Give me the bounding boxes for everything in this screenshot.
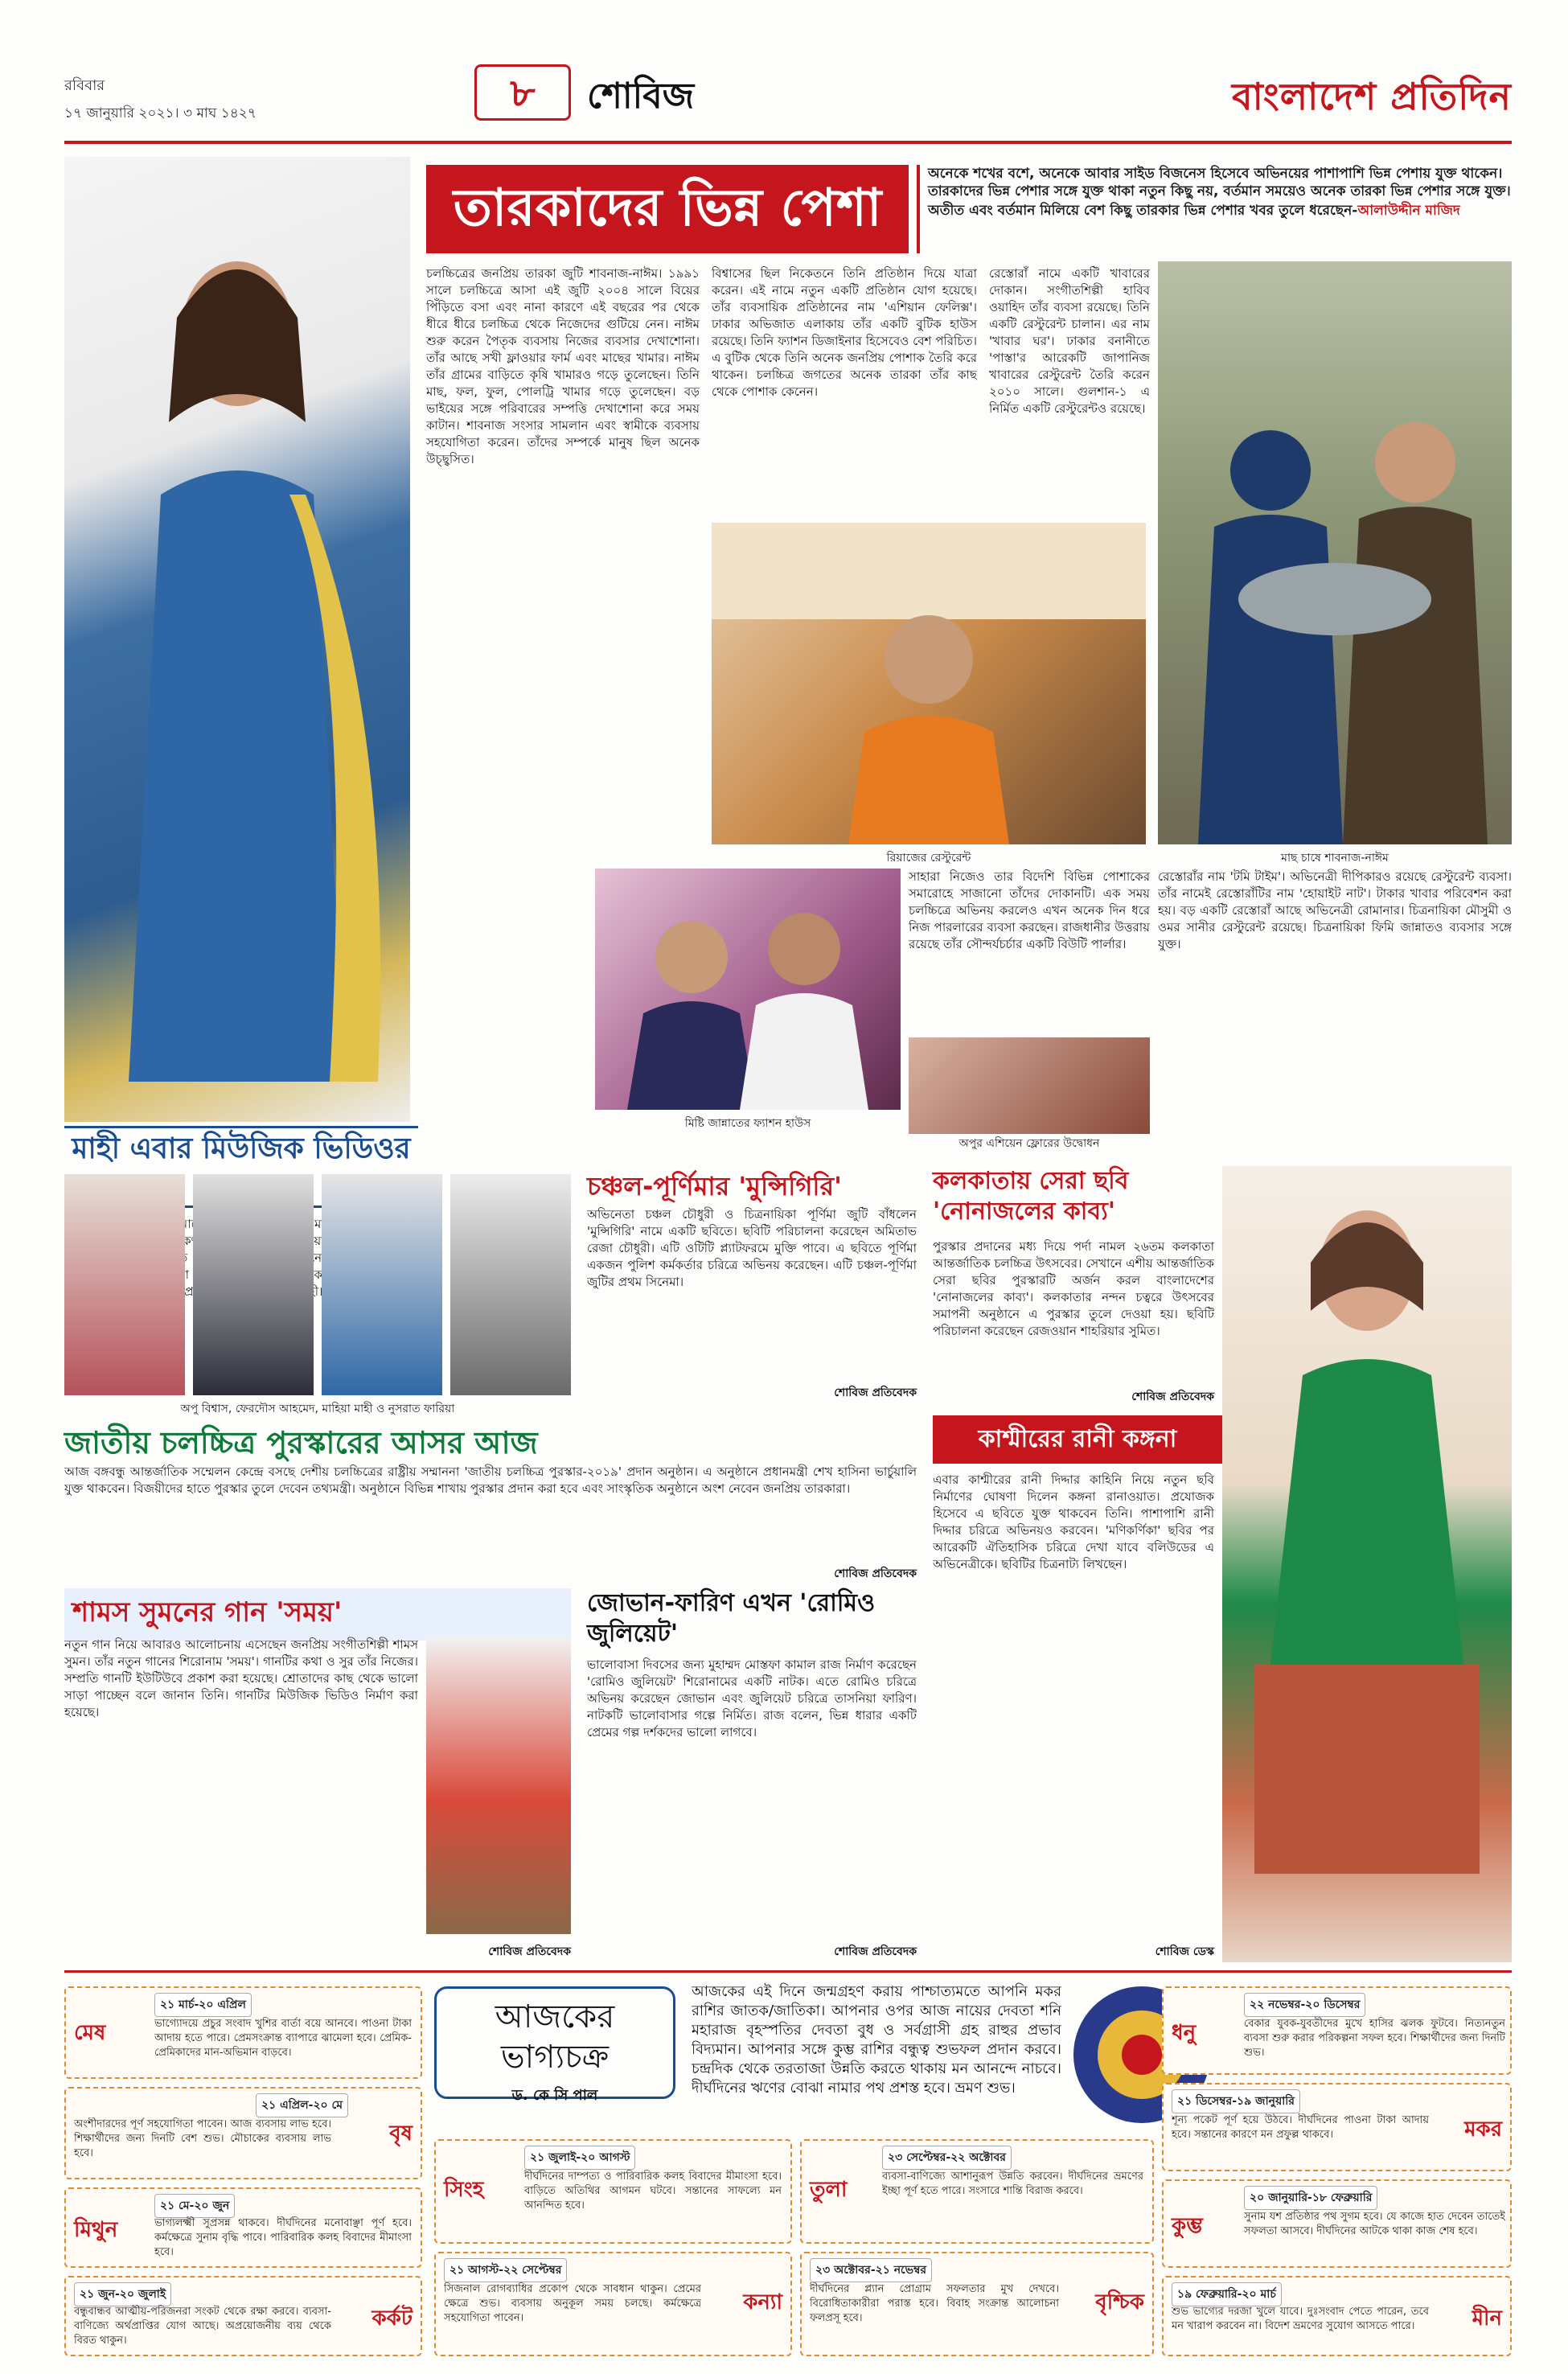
horoscope-rule [64, 1970, 1512, 1973]
horoscope-sign-meen [1162, 2276, 1512, 2356]
award-body: আজ বঙ্গবন্ধু আন্তর্জাতিক সম্মেলন কেন্দ্রে বসছে দেশীয় চলচ্চিত্রের রাষ্ট্রীয় সম্মাননা 'জাতীয় চলচ্চিত্র পুরস্কার-২০১৯' প্রদান অনুষ্ঠান। এ অনুষ্ঠানে প্রধানমন্ত্রী শেখ হাসিনা ভার্চুয়ালি যুক্ত থাকবেন। বিজয়ীদের হাতে পুরস্কার তুলে দেবেন তথ্যমন্ত্রী। অনুষ্ঠানে বিভিন্ন শাখায় পুরস্কার প্রদান করা হবে এবং সাংস্কৃতিক অনুষ্ঠানে অংশ নেবেন জনপ্রিয় তারকারা। [64, 1464, 917, 1496]
horoscope-sign-brishchik [800, 2252, 1154, 2356]
model-figure-graphic [64, 157, 410, 1122]
horoscope-title-box [434, 1986, 675, 2104]
sign-text: সিজনাল রোগব্যাধির প্রকোপ থেকে সাবধান থাকুন। প্রেমের ক্ষেত্রে শুভ। ব্যবসায় অনুকূল সময় চলছে। কর্মক্ষেত্রে সহযোগিতা পাবেন। [444, 2283, 701, 2324]
main-col-5: রেস্তোরাঁর নাম 'টমি টাইম'। অভিনেত্রী দীপিকারও রয়েছে রেস্টুরেন্ট ব্যবসা। তাঁর নামেই রেস্তোরাঁটির নাম 'হোয়াইট নাট'। টাকার খাবার পরিবেশন করা হয়। বড় একটি রেস্তোরাঁ আছে অভিনেত্রী রোমানার। চিত্রনায়িকা মৌসুমী ও ওমর সানীর রেস্টুরেন্ট রয়েছে। চিত্রনায়িকা ফিমি জান্নাতও ব্যবসার সঙ্গে যুক্ত। [1158, 869, 1512, 951]
horoscope-sign-tula [800, 2139, 1154, 2244]
main-col-4: সাহারা নিজেও তার বিদেশি বিভিন্ন পোশাকের সমারোহে সাজানো তাঁদের দোকানটি। এক সময় চলচ্চিত্রে অভিনয় করলেও এখন অনেক দিন ধরে নিজ পারলারের ব্যবসা করছেন। রাজধানীর উত্তরায় রয়েছে তাঁর সৌন্দর্যচর্চার একটি বিউটি পার্লার। [909, 869, 1150, 951]
sign-name: মেষ [74, 2021, 106, 2045]
main-byline: আলাউদ্দীন মাজিদ [1357, 203, 1460, 219]
main-title: তারকাদের ভিন্ন পেশা [426, 165, 909, 253]
sign-name: মীন [1472, 2306, 1502, 2331]
kangana-title: কাশ্মীরের রানী কঙ্গনা [933, 1415, 1222, 1464]
portrait-4 [450, 1174, 571, 1395]
sign-name: মকর [1464, 2117, 1502, 2142]
main-intro: অনেকে শখের বশে, অনেকে আবার সাইড বিজনেস হিসেবে অভিনয়ের পাশাপাশি ভিন্ন পেশায় যুক্ত থাকেন। তারকাদের ভিন্ন পেশার সঙ্গে যুক্ত থাকা নতুন কিছু নয়, বর্তমান সময়েও অনেক তারকা ভিন্ন পেশার সঙ্গে যুক্ত। অতীত এবং বর্তমান মিলিয়ে বেশ কিছু তারকার ভিন্ন পেশার খবর তুলে ধরেছেন- [928, 166, 1511, 219]
mahi-photo [64, 157, 410, 1122]
main-col-3: রেস্তোরাঁ নামে একটি খাবারের দোকান। সংগীতশিল্পী হাবিব ওয়াহিদ তাঁর ব্যবসা রয়েছে। তিনি একটি রেস্টুরেন্ট চালান। এর নাম 'খাবার ঘর'। ঢাকার বনানীতে 'পাস্তা'র আরেকটি জাপানিজ খাবারের রেস্টুরেন্ট তৈরি করেন ২০১০ সালে। গুলশান-১ এ নির্মিত একটি রেস্টুরেন্টও রয়েছে। [989, 266, 1150, 416]
sign-name: মিথুন [74, 2218, 118, 2242]
sign-date: ২১ এপ্রিল-২০ মে [256, 2093, 348, 2117]
main-col-1: চলচ্চিত্রের জনপ্রিয় তারকা জুটি শাবনাজ-নাঈম। ১৯৯১ সালে চলচ্চিত্রে আসা এই জুটি ২০০৪ সালে বিয়ের পিঁড়িতে বসা এবং নানা কারণে এই বছরের পর থেকে ধীরে ধীরে চলচ্চিত্র থেকে নিজেদের গুটিয়ে নেন। নাঈম শুরু করেন পৈতৃক ব্যবসায় নিজের ব্যবসার দেখাশোনা। তাঁর আছে সখী ফ্লাওয়ার ফার্ম এবং মাছের খামার। নাঈম তাঁর গ্রামের বাড়িতে কৃষি খামারও গড়ে তুলেছেন। তিনি মাছ, ফল, ফুল, পোলট্রি খামার গড়ে তুলেছেন। বড় ভাইয়ের সঙ্গে পরিবারের সম্পত্তি দেখাশোনা করে সময় কাটান। শাবনাজ সংসার সামলান এবং স্বামীকে ব্যবসায় সহযোগিতা করেন। তাঁদের সম্পর্কে মানুষ ছিল অনেক উচ্ছ্বসিত। [426, 266, 700, 466]
page-header [64, 64, 1512, 137]
horoscope-intro: আজকের এই দিনে জন্মগ্রহণ করায় পাশ্চাত্যমতে আপনি মকর রাশির জাতক/জাতিকা। আপনার ওপর আজ নায়ের দেবতা শনি মহারাজ বৃহস্পতির দেবতা বুধ ও সর্বগ্রাসী গ্রহ রাহুর প্রভাব বিদ্যমান। আপনার সঙ্গে কুম্ভ রাশির বন্ধুত্ব শুভফল প্রদান করবে। চন্দ্রদিক থেকে তরতাজা উন্নতি করতে থাকায় মন আনন্দে নাচবে। দীর্ঘদিনের ঋণের বোঝা নামার পথ প্রশস্ত হবে। ভ্রমণ শুভ। [692, 1983, 1061, 2097]
fish-farm-photo [1158, 261, 1512, 844]
restaurant-graphic [712, 523, 1146, 844]
sign-text: শুভ ভাগ্যের দরজা খুলে যাবে। দুঃসংবাদ পেতে পারেন, তবে মন খারাপ করবেন না। বিদেশ ভ্রমণের সুযোগ আসতে পারে। [1172, 2306, 1429, 2332]
award-byline: শোবিজ প্রতিবেদক [834, 1567, 917, 1580]
sign-name: ধনু [1172, 2021, 1197, 2045]
header-date: ১৭ জানুয়ারি ২০২১। ৩ মাঘ ১৪২৭ [64, 105, 257, 121]
horoscope-sign-mithun [64, 2187, 422, 2268]
horoscope-sign-kumbha [1162, 2179, 1512, 2268]
sign-date: ২২ নভেম্বর-২০ ডিসেম্বর [1244, 1993, 1365, 2017]
sign-date: ২১ মার্চ-২০ এপ্রিল [154, 1993, 252, 2017]
sign-name: বৃষ [389, 2121, 413, 2146]
sign-name: কন্যা [743, 2290, 782, 2314]
portrait-1 [64, 1174, 185, 1395]
sign-text: বেকার যুবক-যুবতীদের মুখে হাসির ঝলক ফুটবে। নিত্যনতুন ব্যবসা শুরু করার পরিকল্পনা সফল হবে। শিক্ষার্থীদের জন্য দিনটি শুভ। [1244, 2018, 1505, 2059]
sign-date: ২১ জুলাই-২০ আগস্ট [524, 2146, 635, 2170]
sign-date: ২১ মে-২০ জুন [154, 2194, 235, 2218]
munshigiri-title: চঞ্চল-পূর্ণিমার 'মুন্সিগিরি' [587, 1171, 842, 1201]
sign-name: কর্কট [371, 2306, 413, 2331]
shamsumon-photo [426, 1637, 571, 1934]
munshigiri-byline: শোবিজ প্রতিবেদক [834, 1386, 917, 1399]
sign-text: ব্যবসা-বাণিজ্যে আশানুরূপ উন্নতি করবেন। দীর্ঘদিনের ভ্রমণের ইচ্ছা পূর্ণ হতে পারে। সংসারে শান্তি বিরাজ করবে। [882, 2171, 1143, 2197]
portrait-3 [322, 1174, 442, 1395]
portrait-2 [193, 1174, 314, 1395]
sign-name: কুম্ভ [1172, 2214, 1203, 2238]
sign-text: সুনাম যশ প্রতিষ্ঠার পথ সুগম হবে। যে কাজে হাত দেবেন তাতেই সফলতা আসবে। দীর্ঘদিনের আটকে থাকা কাজ শেষ হবে। [1244, 2211, 1505, 2237]
sign-text: দীর্ঘদিনের প্ল্যান প্রোগ্রাম সফলতার মুখ দেখবে। বিরোধিতাকারীরা পরাস্ত হবে। বিবাহ সংক্রান্ত আলোচনা ফলপ্রসূ হবে। [810, 2283, 1059, 2324]
sign-text: ভাগ্যোদয়ে প্রচুর সংবাদ খুশির বার্তা বয়ে আনবে। পাওনা টাকা আদায় হতে পারে। প্রেমসংক্রান্ত ব্যাপারে ঝামেলা হবে। প্রেমিক-প্রেমিকাদের মান-অভিমান বাড়বে। [154, 2018, 412, 2059]
sign-date: ২১ জুন-২০ জুলাই [74, 2282, 171, 2306]
kangana-figure-graphic [1222, 1166, 1512, 1962]
floor-inauguration-photo [909, 1037, 1150, 1134]
romeo-byline: শোবিজ প্রতিবেদক [834, 1945, 917, 1958]
romeo-body: ভালোবাসা দিবসের জন্য মুহাম্মদ মোস্তফা কামাল রাজ নির্মাণ করেছেন 'রোমিও জুলিয়েট' শিরোনামের একটি নাটক। এতে রোমিও চরিত্রে অভিনয় করেছেন জোভান এবং জুলিয়েট চরিত্রে তাসনিয়া ফারিণ। নাটকটি ভালোবাসার গল্পে নির্মিত। রাজ বলেন, ভিন্ন ধারার একটি প্রেমের গল্প দর্শকদের ভালো লাগবে। [587, 1657, 917, 1739]
sign-text: বন্ধুবান্ধব আত্মীয়-পরিজনরা সংকট থেকে রক্ষা করবে। ব্যবসা-বাণিজ্যে অর্থপ্রাপ্তির যোগ আছে। অপ্রয়োজনীয় ব্যয় থেকে বিরত থাকুন। [74, 2306, 331, 2347]
newspaper-logo: বাংলাদেশ প্রতিদিন [1231, 75, 1512, 118]
horoscope-sign-brisha [64, 2087, 422, 2179]
sign-date: ১৯ ফেব্রুয়ারি-২০ মার্চ [1172, 2282, 1282, 2306]
shamsumon-byline: শোবিজ প্রতিবেদক [488, 1945, 571, 1958]
kolkata-byline: শোবিজ প্রতিবেদক [1131, 1390, 1214, 1403]
kolkata-body: পুরস্কার প্রদানের মধ্য দিয়ে পর্দা নামল ২৬তম কলকাতা আন্তর্জাতিক চলচ্চিত্র উৎসবের। সেখানে এশীয় আন্তর্জাতিক সেরা ছবির পুরস্কারটি অর্জন করল বাংলাদেশের 'নোনাজলের কাব্য'। কলকাতার নন্দন চত্বরে উৎসবের সমাপনী অনুষ্ঠানে এ পুরস্কার তুলে দেওয়া হয়। ছবিটি পরিচালনা করেছেন রেজওয়ান শাহরিয়ার সুমিত। [933, 1239, 1214, 1338]
kangana-byline: শোবিজ ডেস্ক [1155, 1945, 1214, 1958]
romeo-title: জোভান-ফারিণ এখন 'রোমিও জুলিয়েট' [587, 1589, 876, 1648]
fashion-photo-caption: মিষ্টি জান্নাতের ফ্যাশন হাউস [684, 1117, 811, 1130]
sign-name: তুলা [810, 2178, 848, 2202]
horoscope-title: আজকের ভাগ্যচক্র [495, 1998, 615, 2076]
munshigiri-body: অভিনেতা চঞ্চল চৌধুরী ও চিত্রনায়িকা পূর্ণিমা জুটি বাঁধলেন 'মুন্সিগিরি' নামে একটি ছবিতে। ছবিটি পরিচালনা করেছেন অমিতাভ রেজা চৌধুরী। এটি ওটিটি প্ল্যাটফরমে মুক্তি পাবে। এ ছবিতে পূর্ণিমা একজন পুলিশ কর্মকর্তার চরিত্রে অভিনয় করেছেন। এটি চঞ্চল-পূর্ণিমা জুটির প্রথম সিনেমা। [587, 1207, 917, 1289]
page-number: ৮ [474, 64, 571, 121]
mahi-title: মাহী এবার মিউজিক ভিডিওর [64, 1126, 418, 1208]
fashion-house-graphic [595, 869, 901, 1110]
section-title: শোবিজ [587, 76, 695, 117]
sign-date: ২০ জানুয়ারি-১৮ ফেব্রুয়ারি [1244, 2186, 1377, 2210]
horoscope-sign-singha [434, 2139, 792, 2244]
sign-name: বৃশ্চিক [1095, 2290, 1144, 2314]
horoscope-sign-mesh [64, 1986, 422, 2079]
horoscope-sign-kanya [434, 2252, 792, 2356]
horoscope-author: ড. কে সি পাল [511, 2087, 598, 2104]
riaz-restaurant-photo [712, 523, 1146, 844]
shamsumon-body: নতুন গান নিয়ে আবারও আলোচনায় এসেছেন জনপ্রিয় সংগীতশিল্পী শামস সুমন। তাঁর নতুন গানের শিরোনাম 'সময়'। গানটির কথা ও সুর তাঁর নিজের। সম্প্রতি গানটি ইউটিউবে প্রকাশ করা হয়েছে। শ্রোতাদের কাছ থেকে ভালো সাড়া পাচ্ছেন বলে জানান তিনি। গানটির মিউজিক ভিডিও নির্মাণ করা হয়েছে। [64, 1637, 418, 1719]
horoscope-sign-makar [1162, 2083, 1512, 2171]
fish-photo-caption: মাছ চাষে শাবনাজ-নাঈম [1281, 852, 1389, 865]
header-day: রবিবার [64, 77, 105, 94]
horoscope-sign-karkat [64, 2276, 422, 2356]
main-intro-box [917, 165, 1512, 253]
sign-name: সিংহ [444, 2178, 484, 2202]
award-photo-caption: অপু বিশ্বাস, ফেরদৌস আহমেদ, মাহিয়া মাহী ও নুসরাত ফারিয়া [180, 1403, 455, 1415]
fish-farm-graphic [1158, 261, 1512, 844]
sign-text: অংশীদারদের পূর্ণ সহযোগিতা পাবেন। আজ ব্যবসায় লাভ হবে। শিক্ষার্থীদের জন্য দিনটি বেশ শুভ। মৌচাকের ব্যবসায় লাভ হবে। [74, 2118, 331, 2159]
sign-date: ২৩ অক্টোবর-২১ নভেম্বর [810, 2258, 932, 2282]
riaz-photo-caption: রিয়াজের রেস্টুরেন্ট [886, 852, 971, 865]
kangana-body: এবার কাশ্মীরের রানী দিদ্দার কাহিনি নিয়ে নতুন ছবি নির্মাণের ঘোষণা দিলেন কঙ্গনা রানাওয়াত। প্রযোজক হিসেবে এ ছবিতে যুক্ত থাকবেন তিনি। পাশাপাশি রানী দিদ্দার চরিত্রে অভিনয়ও করবেন। 'মণিকর্ণিকা' ছবির পর আরেকটি ঐতিহাসিক চরিত্রে দেখা যাবে বলিউডের এ অভিনেত্রীকে। ছবিটির চিত্রনাট্য লিখছেন। [933, 1472, 1214, 1571]
sign-text: ভাগ্যলক্ষ্মী সুপ্রসন্ন থাকবে। দীর্ঘদিনের মনোবাঞ্ছা পূর্ণ হবে। কর্মক্ষেত্রে সুনাম বৃদ্ধি পাবে। পারিবারিক কলহ বিবাদের মীমাংসা হবে। [154, 2217, 412, 2258]
header-rule [64, 141, 1512, 144]
sign-text: শূন্য পকেট পূর্ণ হয়ে উঠবে। দীর্ঘদিনের পাওনা টাকা আদায় হবে। সন্তানের কারণে মন প্রফুল্ল থাকবে। [1172, 2114, 1429, 2141]
sign-date: ২৩ সেপ্টেম্বর-২২ অক্টোবর [882, 2146, 1012, 2170]
award-photos-container [64, 1174, 571, 1395]
kangana-photo [1222, 1166, 1512, 1962]
main-col-2: বিশ্বাসের ছিল নিকেতনে তিনি প্রতিষ্ঠান দিয়ে যাত্রা করেন। এই নামে নতুন একটি প্রতিষ্ঠান যোগ হয়েছে। তাঁর ব্যবসায়িক প্রতিষ্ঠানের নাম 'এশিয়ান ফেলিক্স'। ঢাকার অভিজাত এলাকায় তাঁর একটি বুটিক হাউস রয়েছে। তিনি ফ্যাশন ডিজাইনার হিসেবেও বেশ পরিচিত। এ বুটিক থেকে তিনি অনেক জনপ্রিয় পোশাক তৈরি করে থাকেন। চলচ্চিত্র জগতের অনেক তারকা তাঁর কাছ থেকে পোশাক কেনেন। [712, 266, 977, 399]
fashion-house-photo [595, 869, 901, 1110]
horoscope-sign-dhanu [1162, 1986, 1512, 2075]
sign-text: দীর্ঘদিনের দাম্পত্য ও পারিবারিক কলহ বিবাদের মীমাংসা হবে। বাড়িতে অতিথির আগমন ঘটবে। সন্তানের সাফল্যে মন আনন্দিত হবে। [524, 2171, 782, 2212]
shamsumon-title: শামস সুমনের গান 'সময়' [64, 1588, 571, 1641]
kolkata-title: কলকাতায় সেরা ছবি 'নোনাজলের কাব্য' [933, 1167, 1129, 1226]
award-title: জাতীয় চলচ্চিত্র পুরস্কারের আসর আজ [64, 1425, 538, 1460]
sign-date: ২১ ডিসেম্বর-১৯ জানুয়ারি [1172, 2089, 1300, 2113]
floor-photo-caption: অপুর এশিয়েন ফ্লোরের উদ্বোধন [958, 1137, 1100, 1150]
sign-date: ২১ আগস্ট-২২ সেপ্টেম্বর [444, 2258, 567, 2282]
